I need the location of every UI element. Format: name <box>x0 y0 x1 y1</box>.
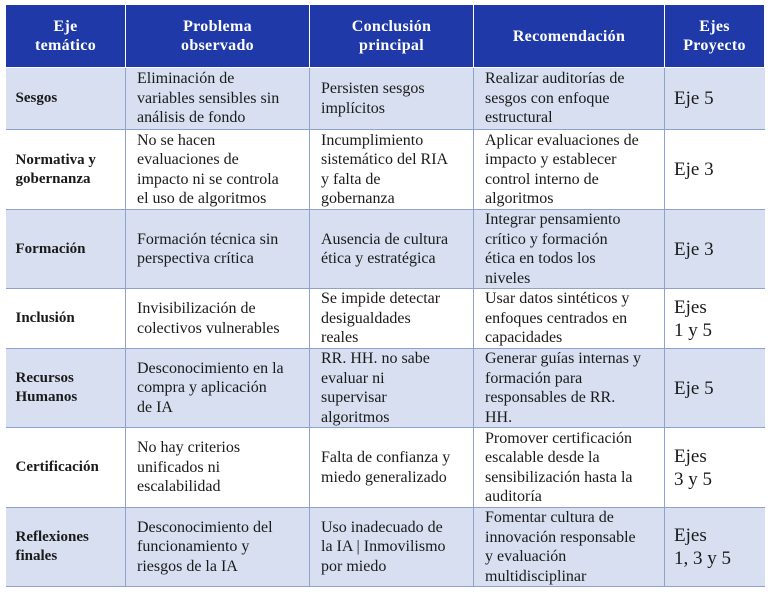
table-row <box>6 68 765 130</box>
ejes-cell-line: Eje 3 <box>674 238 714 260</box>
header-conclusion-principal-line: principal <box>359 37 424 54</box>
recommendation-cell <box>474 428 665 508</box>
ejes-cell <box>665 210 765 289</box>
header-ejes-proyecto <box>665 5 765 68</box>
problem-cell-line: de IA <box>137 398 173 416</box>
ejes-cell-line: Eje 3 <box>674 159 714 180</box>
recommendation-cell-line: enfoques centrados en <box>485 309 628 327</box>
problem-cell-line: colectivos vulnerables <box>137 319 280 337</box>
conclusion-cell <box>310 349 474 428</box>
recommendation-cell-line: sensibilización hasta la <box>485 468 633 486</box>
theme-cell-line: Reflexiones <box>15 529 89 545</box>
conclusion-cell-line: Uso inadecuado de <box>321 518 443 536</box>
problem-cell <box>126 210 310 289</box>
ejes-cell <box>665 349 765 428</box>
table-row <box>6 289 765 349</box>
theme-cell-line: Formación <box>15 240 86 257</box>
conclusion-cell-line: y falta de <box>321 170 381 188</box>
table-row <box>6 428 765 508</box>
recommendation-cell-line: control interno de <box>485 170 599 188</box>
theme-cell-line: Certificación <box>15 459 99 475</box>
conclusion-cell-line: Se impide detectar <box>321 290 441 308</box>
ejes-cell <box>665 289 765 349</box>
theme-cell-line: Humanos <box>15 389 78 405</box>
recommendation-cell-line: Aplicar evaluaciones de <box>485 131 639 149</box>
conclusion-cell <box>310 210 474 289</box>
theme-cell <box>6 428 126 508</box>
header-problema-observado-line: observado <box>181 37 254 54</box>
recommendation-cell-line: niveles <box>485 269 531 287</box>
conclusion-cell-line: Ausencia de cultura <box>321 230 449 248</box>
theme-cell-line: finales <box>15 548 58 564</box>
ejes-cell-line: Ejes <box>674 525 707 546</box>
conclusion-cell <box>310 508 474 587</box>
problem-cell-line: variables sensibles sin <box>137 89 280 107</box>
recommendation-cell-line: impacto y establecer <box>485 151 617 168</box>
recommendation-cell-line: estructural <box>485 109 553 127</box>
conclusion-cell-line: ética y estratégica <box>321 250 436 267</box>
header-eje-tematico-line: temático <box>34 37 97 54</box>
theme-cell <box>6 68 126 130</box>
ejes-cell-line: Ejes <box>674 296 707 318</box>
ejes-cell-line: 1 y 5 <box>674 319 712 341</box>
theme-cell-line: gobernanza <box>15 170 91 187</box>
problem-cell <box>126 428 310 508</box>
problem-cell-line: evaluaciones de <box>137 151 239 168</box>
conclusion-cell-line: algoritmos <box>321 408 390 426</box>
theme-cell <box>6 289 126 349</box>
recommendation-cell-line: Realizar auditorías de <box>485 70 625 88</box>
theme-cell-line: Inclusión <box>15 310 75 326</box>
problem-cell-line: Desconocimiento en la <box>137 359 284 377</box>
table-row <box>6 508 765 587</box>
table-container <box>5 4 764 587</box>
header-conclusion-principal <box>310 5 474 68</box>
header-problema-observado <box>126 5 310 68</box>
ejes-cell <box>665 130 765 210</box>
header-eje-tematico-line: Eje <box>53 18 78 35</box>
table-row <box>6 210 765 289</box>
conclusion-cell <box>310 289 474 349</box>
recommendation-cell-line: ética en todos los <box>485 250 596 267</box>
problem-cell-line: el uso de algoritmos <box>137 190 267 207</box>
recommendation-cell-line: capacidades <box>485 329 563 347</box>
recommendation-cell-line: auditoría <box>485 488 542 505</box>
problem-cell-line: riesgos de la IA <box>137 557 238 575</box>
theme-cell <box>6 508 126 587</box>
recommendation-cell-line: multidisciplinar <box>485 567 587 585</box>
recommendation-cell <box>474 130 665 210</box>
recommendation-cell-line: HH. <box>485 408 513 426</box>
conclusion-cell-line: gobernanza <box>321 190 395 207</box>
conclusion-cell-line: Persisten sesgos <box>321 80 425 97</box>
recommendation-cell <box>474 289 665 349</box>
recommendation-cell <box>474 68 665 130</box>
header-eje-tematico <box>6 5 126 68</box>
recommendation-cell <box>474 210 665 289</box>
problem-cell-line: funcionamiento y <box>137 538 250 556</box>
ejes-cell-line: Eje 5 <box>674 377 714 399</box>
problem-cell-line: No hay criterios <box>137 439 241 457</box>
conclusion-cell <box>310 68 474 130</box>
conclusion-cell-line: supervisar <box>321 389 387 406</box>
conclusion-cell-line: la IA | Inmovilismo <box>321 538 446 556</box>
recommendation-cell-line: sesgos con enfoque <box>485 89 610 107</box>
recommendation-cell-line: Integrar pensamiento <box>485 211 621 228</box>
conclusion-cell <box>310 428 474 508</box>
conclusion-cell-line: miedo generalizado <box>321 468 447 486</box>
problem-cell-line: Desconocimiento del <box>137 518 273 536</box>
conclusion-cell-line: Incumplimiento <box>321 131 424 149</box>
recommendation-cell <box>474 508 665 587</box>
conclusion-cell-line: sistemático del RIA <box>321 151 449 168</box>
problem-cell <box>126 130 310 210</box>
ejes-cell-line: Eje 5 <box>674 88 714 109</box>
table-row <box>6 130 765 210</box>
recommendation-cell-line: innovación responsable <box>485 528 636 546</box>
theme-cell <box>6 130 126 210</box>
problem-cell-line: análisis de fondo <box>137 109 246 127</box>
recommendation-cell-line: Usar datos sintéticos y <box>485 290 630 308</box>
header-problema-observado-line: Problema <box>183 18 252 35</box>
recommendation-cell-line: Fomentar cultura de <box>485 509 614 526</box>
ejes-cell <box>665 68 765 130</box>
problem-cell <box>126 289 310 349</box>
problem-cell-line: perspectiva crítica <box>137 250 254 267</box>
theme-cell <box>6 349 126 428</box>
ejes-cell-line: 1, 3 y 5 <box>674 548 731 569</box>
problem-cell-line: Invisibilización de <box>137 300 256 317</box>
theme-cell-line: Sesgos <box>15 90 58 106</box>
ejes-cell <box>665 428 765 508</box>
conclusion-cell-line: desigualdades <box>321 309 411 327</box>
header-ejes-proyecto-line: Ejes <box>699 18 730 35</box>
problem-cell-line: No se hacen <box>137 131 216 149</box>
recommendation-cell-line: algoritmos <box>485 190 554 207</box>
ejes-cell-line: 3 y 5 <box>674 468 712 490</box>
header-recomendacion-line: Recomendación <box>512 27 626 45</box>
conclusion-cell-line: implícitos <box>321 99 385 117</box>
recommendation-cell-line: crítico y formación <box>485 230 608 248</box>
ejes-cell-line: Ejes <box>674 445 707 467</box>
recommendation-cell-line: Generar guías internas y <box>485 350 641 367</box>
theme-cell-line: Recursos <box>15 370 74 386</box>
ejes-cell <box>665 508 765 587</box>
problem-cell-line: Eliminación de <box>137 70 235 88</box>
problem-cell-line: unificados ni <box>137 458 221 476</box>
recommendation-cell-line: formación para <box>485 369 583 387</box>
conclusion-cell-line: reales <box>321 329 359 347</box>
problem-cell-line: escalabilidad <box>137 478 221 496</box>
header-recomendacion <box>474 5 665 68</box>
header-ejes-proyecto-line: Proyecto <box>683 37 746 54</box>
theme-cell-line: Normativa y <box>15 151 96 168</box>
table-body <box>6 68 765 587</box>
recommendation-cell-line: responsables de RR. <box>485 389 616 406</box>
problem-cell-line: Formación técnica sin <box>137 230 279 248</box>
problem-cell <box>126 508 310 587</box>
recommendation-cell-line: y evaluación <box>485 548 567 565</box>
conclusion-cell-line: por miedo <box>321 557 387 575</box>
summary-table <box>5 4 765 587</box>
problem-cell-line: impacto ni se controla <box>137 170 279 188</box>
problem-cell-line: compra y aplicación <box>137 379 267 397</box>
conclusion-cell-line: Falta de confianza y <box>321 449 451 466</box>
conclusion-cell <box>310 130 474 210</box>
problem-cell <box>126 68 310 130</box>
problem-cell <box>126 349 310 428</box>
header-conclusion-principal-line: Conclusión <box>351 18 432 35</box>
recommendation-cell-line: escalable desde la <box>485 449 600 466</box>
table-row <box>6 349 765 428</box>
header-row <box>6 5 765 68</box>
conclusion-cell-line: RR. HH. no sabe <box>321 350 430 367</box>
recommendation-cell-line: Promover certificación <box>485 429 633 447</box>
recommendation-cell <box>474 349 665 428</box>
conclusion-cell-line: evaluar ni <box>321 369 385 387</box>
theme-cell <box>6 210 126 289</box>
